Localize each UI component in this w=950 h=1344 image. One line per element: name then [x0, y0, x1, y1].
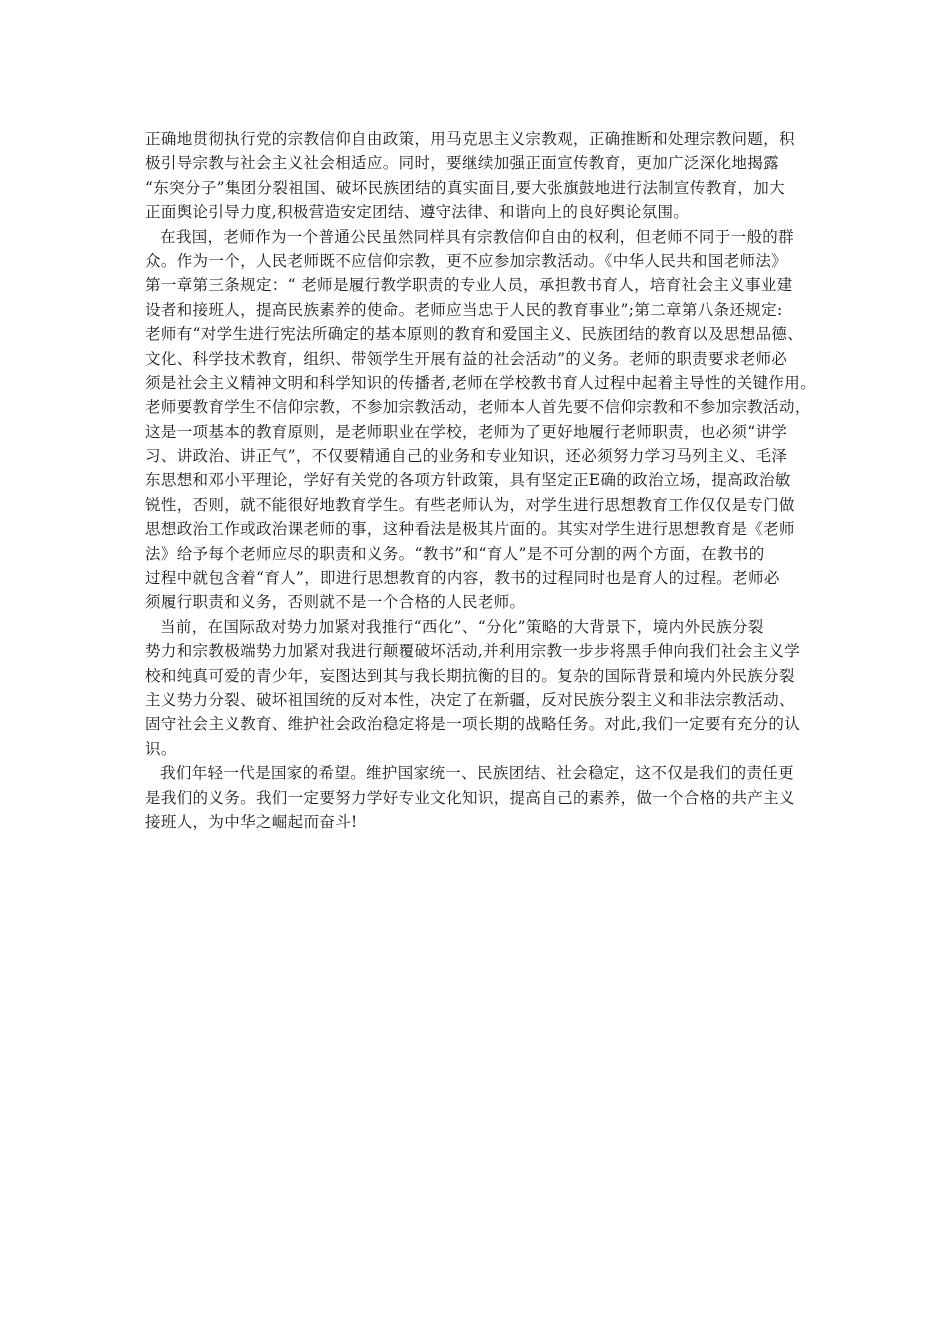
text-line: 老师要教育学生不信仰宗教，不参加宗教活动，老师本人首先要不信仰宗教和不参加宗教活动，: [145, 398, 811, 417]
text-line: 极引导宗教与社会主义社会相适应。同时，要继续加强正面宣传教育，更加广泛深化地揭露: [145, 154, 780, 173]
text-line: 这是一项基本的教育原则，是老师职业在学校，老师为了更好地履行老师职责，也必须“讲学: [145, 422, 788, 441]
text-line: 过程中就包含着“育人”，即进行思想教育的内容，教书的过程同时也是育人的过程。老师必: [145, 569, 780, 588]
text-line: 第一章第三条规定：“ 老师是履行教学职责的专业人员，承担教书育人，培育社会主义事业建: [145, 276, 793, 295]
text-line: 须履行职责和义务，否则就不是一个合格的人民老师。: [145, 593, 526, 612]
text-line: 众。作为一个，人民老师既不应信仰宗教，更不应参加宗教活动。《中华人民共和国老师法》: [145, 251, 788, 270]
text-line: 设者和接班人，提高民族素养的使命。老师应当忠于人民的教育事业”;第二章第八条还规定:: [145, 300, 783, 319]
text-line: 锐性，否则，就不能很好地教育学生。有些老师认为，对学生进行思想教育工作仅仅是专门做: [145, 495, 795, 514]
text-line: 思想政治工作或政治课老师的事，这种看法是极其片面的。其实对学生进行思想教育是《老师: [145, 520, 795, 539]
document-body: [145, 127, 825, 834]
text-line: 文化、科学技术教育，组织、带领学生开展有益的社会活动”的义务。老师的职责要求老师必: [145, 349, 788, 368]
paragraph-start-line: 当前，在国际敌对势力加紧对我推行“西化”、“分化”策略的大背景下，境内外民族分裂: [160, 617, 764, 636]
text-line: 识。: [145, 739, 177, 758]
text-line: 正面舆论引导力度,积极营造安定团结、遵守法律、和谐向上的良好舆论氛围。: [145, 203, 690, 222]
text-line: 习、讲政治、讲正气”，不仅要精通自己的业务和专业知识，还必须努力学习马列主义、毛泽: [145, 447, 788, 466]
paragraph-start-line: 在我国，老师作为一个普通公民虽然同样具有宗教信仰自由的权利，但老师不同于一般的群: [160, 227, 795, 246]
text-line: 势力和宗教极端势力加紧对我进行颠覆破坏活动,并利用宗教一步步将黑手伸向我们社会主义学: [145, 642, 801, 661]
text-line: 固守社会主义教育、维护社会政治稳定将是一项长期的战略任务。对此,我们一定要有充分的认: [145, 715, 801, 734]
text-line: 正确地贯彻执行党的宗教信仰自由政策，用马克思主义宗教观，正确推断和处理宗教问题，积: [145, 130, 795, 148]
text-line: 老师有“对学生进行宪法所确定的基本原则的教育和爱国主义、民族团结的教育以及思想品德、: [145, 325, 804, 344]
text-line: 东思想和邓小平理论，学好有关党的各项方针政策，具有坚定正E确的政治立场，提高政治敏: [145, 471, 791, 490]
text-line: 须是社会主义精神文明和科学知识的传播者,老师在学校教书育人过程中起着主导性的关键作用。: [145, 373, 816, 392]
text-line: 主义势力分裂、破坏祖国统的反对本性，决定了在新疆，反对民族分裂主义和非法宗教活动、: [145, 690, 795, 709]
text-line: 是我们的义务。我们一定要努力学好专业文化知识，提高自己的素养，做一个合格的共产主义: [145, 788, 795, 807]
text-line: 法》给予每个老师应尽的职责和义务。“教书”和“育人”是不可分割的两个方面，在教书的: [145, 544, 765, 563]
text-line: 接班人，为中华之崛起而奋斗!: [145, 812, 358, 831]
paragraph-start-line: 我们年轻一代是国家的希望。维护国家统一、民族团结、社会稳定，这不仅是我们的责任更: [160, 764, 795, 783]
text-line: 校和纯真可爱的青少年，妄图达到其与我长期抗衡的目的。复杂的国际背景和境内外民族分裂: [145, 666, 795, 685]
text-line: “东突分子”集团分裂祖国、破坏民族团结的真实面目,要大张旗鼓地进行法制宣传教育，加大: [145, 178, 785, 197]
